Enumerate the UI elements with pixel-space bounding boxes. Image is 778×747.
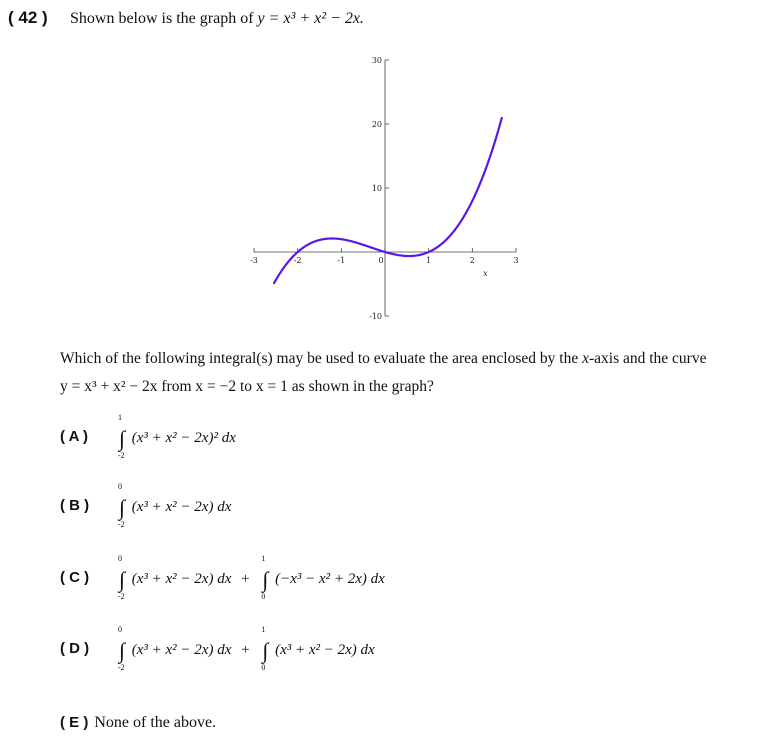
option-c-expr-2: (−x³ − x² + 2x) dx bbox=[275, 571, 385, 587]
option-a-math bbox=[116, 413, 236, 460]
integral-sign: ∫ 0 -2 bbox=[118, 625, 126, 672]
integral-sign: ∫ 1 0 bbox=[261, 625, 269, 672]
prompt-line-1a: Which of the following integral(s) may be used to evaluate the area enclosed by the bbox=[60, 350, 583, 367]
option-a-expr: (x³ + x² − 2x)² dx bbox=[131, 430, 236, 446]
option-c-expr-1: (x³ + x² − 2x) dx bbox=[131, 571, 232, 587]
prompt-line-1 bbox=[60, 345, 770, 373]
prompt-line-1c: -axis and the curve bbox=[588, 350, 707, 367]
lower-limit: 0 bbox=[261, 592, 266, 601]
upper-limit: 1 bbox=[261, 625, 266, 634]
question-prompt bbox=[60, 345, 770, 401]
question-prefix: Shown below is the graph of bbox=[70, 10, 258, 27]
upper-limit: 0 bbox=[118, 625, 122, 634]
integral-sign: ∫ 0 -2 bbox=[118, 482, 126, 529]
lower-limit: -2 bbox=[118, 520, 125, 529]
x-tick-label: 2 bbox=[469, 256, 475, 265]
question-text bbox=[70, 10, 364, 28]
question-number: ( 42 ) bbox=[8, 8, 48, 27]
lower-limit: -2 bbox=[118, 663, 125, 672]
prompt-line-1b: x bbox=[582, 350, 589, 367]
y-tick-label: 10 bbox=[371, 184, 382, 193]
option-e[interactable] bbox=[60, 714, 216, 732]
x-tick-label: 3 bbox=[513, 256, 519, 265]
integral-sign: ∫ 1 -2 bbox=[118, 413, 126, 460]
upper-limit: 0 bbox=[118, 554, 122, 563]
option-c-label: ( C ) bbox=[60, 569, 90, 586]
option-a-label: ( A ) bbox=[60, 428, 89, 445]
x-tick-label: -3 bbox=[250, 256, 258, 265]
option-e-label: ( E ) bbox=[60, 714, 89, 731]
prompt-line-2: y = x³ + x² − 2x from x = −2 to x = 1 as shown in the graph? bbox=[60, 378, 434, 395]
x-axis-label: x bbox=[483, 269, 488, 278]
upper-limit: 1 bbox=[118, 413, 122, 422]
question-function: y = x³ + x² − 2x. bbox=[257, 10, 364, 27]
option-d-expr-1: (x³ + x² − 2x) dx bbox=[131, 642, 232, 658]
function-curve bbox=[274, 117, 502, 284]
option-d-math bbox=[116, 625, 375, 672]
integral-sign: ∫ 1 0 bbox=[261, 554, 269, 601]
option-b-expr: (x³ + x² − 2x) dx bbox=[131, 499, 232, 515]
y-tick-label: 30 bbox=[371, 56, 382, 65]
x-tick-label: 1 bbox=[426, 256, 432, 265]
upper-limit: 1 bbox=[261, 554, 266, 563]
option-b-math bbox=[116, 482, 232, 529]
y-tick-label: -10 bbox=[369, 312, 382, 321]
option-c-math bbox=[116, 554, 385, 601]
option-e-text: None of the above. bbox=[94, 714, 217, 731]
upper-limit: 0 bbox=[118, 482, 122, 491]
plus-sign: + bbox=[241, 571, 250, 587]
lower-limit: -2 bbox=[118, 451, 125, 460]
plus-sign: + bbox=[241, 642, 250, 658]
x-tick-label: 0 bbox=[378, 256, 384, 265]
function-graph bbox=[240, 46, 530, 326]
option-d-expr-2: (x³ + x² − 2x) dx bbox=[275, 642, 375, 658]
option-b-label: ( B ) bbox=[60, 497, 90, 514]
option-d-label: ( D ) bbox=[60, 640, 90, 657]
x-tick-label: -2 bbox=[293, 256, 302, 265]
y-tick-label: 20 bbox=[371, 120, 382, 129]
x-tick-label: -1 bbox=[337, 256, 346, 265]
lower-limit: 0 bbox=[261, 663, 266, 672]
lower-limit: -2 bbox=[118, 592, 125, 601]
integral-sign: ∫ 0 -2 bbox=[118, 554, 126, 601]
